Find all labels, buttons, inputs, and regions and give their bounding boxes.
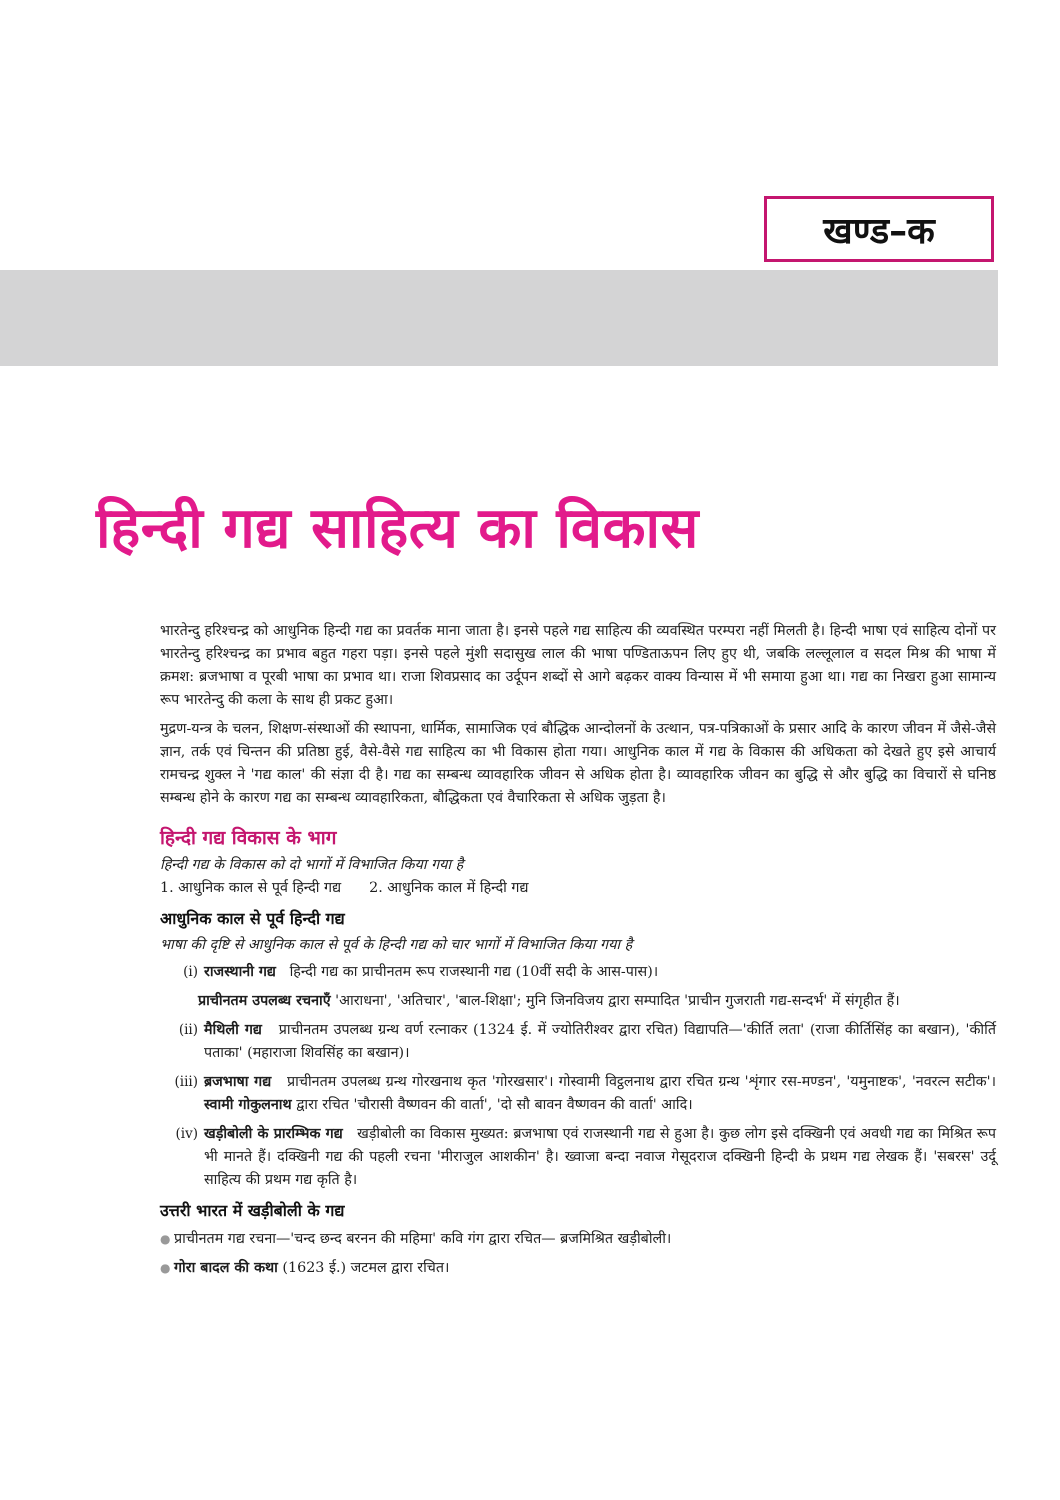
item-title: राजस्थानी गद्य xyxy=(204,964,276,980)
pre-modern-intro: भाषा की दृष्टि से आधुनिक काल से पूर्व के हिन्दी गद्य को चार भागों में विभाजित किया गया है xyxy=(160,937,633,953)
item-number: (ii) xyxy=(178,1022,198,1038)
chapter-title: हिन्दी गद्य साहित्य का विकास xyxy=(96,496,699,561)
section-label: खण्ड–क xyxy=(823,210,935,252)
parts-heading: हिन्दी गद्य विकास के भाग xyxy=(160,827,337,849)
bullet-item xyxy=(160,1257,996,1280)
intro-paragraph-1: भारतेन्दु हरिश्चन्द्र को आधुनिक हिन्दी गद्य का प्रवर्तक माना जाता है। इनसे पहले गद्य साहित्य की व्यवस्थित परम्परा नहीं मिलती है। हिन्दी भाषा एवं साहित्य दोनों पर भारतेन्दु हरिश्चन्द्र का प्रभाव बहुत गहरा पड़ा। इनसे पहले मुंशी सदासुख लाल की भाषा पण्डिताऊपन लिए हुए थी, जबकि लल्लूलाल व सदल मिश्र की भाषा में क्रमश: ब्रजभाषा व पूरबी भाषा का प्रभाव था। राजा शिवप्रसाद का उर्दूपन शब्दों से आगे बढ़कर वाक्य विन्यास में भी समाया हुआ था। गद्य का निखरा हुआ सामान्य रूप भारतेन्दु की कला के साथ ही प्रकट हुआ। xyxy=(160,623,996,708)
page-content xyxy=(160,620,996,1286)
item-title: मैथिली गद्य xyxy=(204,1022,262,1038)
item-text: प्राचीनतम उपलब्ध ग्रन्थ गोरखनाथ कृत 'गोरखसार'। गोस्वामी विट्ठलनाथ द्वारा रचित ग्रन्थ 'शृंगार रस-मण्डन', 'यमुनाष्टक', 'नवरत्न सटीक'। xyxy=(287,1074,996,1090)
list-item xyxy=(160,961,996,984)
item-number: (iv) xyxy=(175,1126,198,1142)
item-text: हिन्दी गद्य का प्राचीनतम रूप राजस्थानी गद्य (10वीं सदी के आस-पास)। xyxy=(289,964,659,980)
bullet-text: (1623 ई.) जटमल द्वारा रचित। xyxy=(277,1260,450,1276)
header-band xyxy=(0,270,998,366)
khadiboli-heading: उत्तरी भारत में खड़ीबोली के गद्य xyxy=(160,1201,345,1220)
bullet-icon: ● xyxy=(160,1261,171,1275)
item-text: खड़ीबोली का विकास मुख्यत: ब्रजभाषा एवं राजस्थानी गद्य से हुआ है। कुछ लोग इसे दक्खिनी एवं अवधी गद्य का मिश्रित रूप भी मानते हैं। दक्खिनी गद्य की पहली रचना 'मीराजुल आशकीन' है। ख्वाजा बन्दा नवाज गेसूदराज दक्खिनी हिन्दी के प्रथम गद्य लेखक हैं। 'सबरस' उर्दू साहित्य की प्रथम गद्य कृति है। xyxy=(204,1126,997,1188)
item-number: (iii) xyxy=(174,1074,198,1090)
item-text-continued: द्वारा रचित 'चौरासी वैष्णवन की वार्ता', 'दो सौ बावन वैष्णवन की वार्ता' आदि। xyxy=(296,1097,693,1113)
item-sub-title: प्राचीनतम उपलब्ध रचनाएँ xyxy=(198,993,331,1009)
bullet-text: प्राचीनतम गद्य रचना—'चन्द छन्द बरनन की महिमा' कवि गंग द्वारा रचित— ब्रजमिश्रित खड़ीबोली। xyxy=(174,1231,672,1247)
pre-modern-heading: आधुनिक काल से पूर्व हिन्दी गद्य xyxy=(160,909,345,928)
parts-intro: हिन्दी गद्य के विकास को दो भागों में विभाजित किया गया है xyxy=(160,857,464,873)
part-2: 2. आधुनिक काल में हिन्दी गद्य xyxy=(369,880,529,896)
item-sub-paragraph xyxy=(198,990,996,1013)
list-item xyxy=(160,1123,996,1192)
bullet-bold: गोरा बादल की कथा xyxy=(174,1260,278,1276)
bullet-icon: ● xyxy=(160,1232,171,1246)
item-bold-name: स्वामी गोकुलनाथ xyxy=(204,1097,292,1113)
section-label-box xyxy=(764,196,994,262)
intro-paragraph-2: मुद्रण-यन्त्र के चलन, शिक्षण-संस्थाओं की स्थापना, धार्मिक, सामाजिक एवं बौद्धिक आन्दोलनों के उत्थान, पत्र-पत्रिकाओं के प्रसार आदि के कारण जीवन में जैसे-जैसे ज्ञान, तर्क एवं चिन्तन की प्रतिष्ठा हुई, वैसे-वैसे गद्य साहित्य का भी विकास होता गया। आधुनिक काल में गद्य के विकास की अधिकता को देखते हुए इसे आचार्य रामचन्द्र शुक्ल ने 'गद्य काल' की संज्ञा दी है। गद्य का सम्बन्ध व्यावहारिक जीवन से अधिक होता है। व्यावहारिक जीवन का बुद्धि से और बुद्धि का विचारों से घनिष्ठ सम्बन्ध होने के कारण गद्य का सम्बन्ध व्यावहारिकता, बौद्धिकता एवं वैचारिकता से अधिक जुड़ता है। xyxy=(160,721,996,806)
item-number: (i) xyxy=(183,964,198,980)
item-title: खड़ीबोली के प्रारम्भिक गद्य xyxy=(204,1126,343,1142)
item-text: प्राचीनतम उपलब्ध ग्रन्थ वर्ण रत्नाकर (1324 ई. में ज्योतिरीश्वर द्वारा रचित) विद्यापति—'कीर्ति लता' (राजा कीर्तिसिंह का बखान), 'कीर्ति पताका' (महाराजा शिवसिंह का बखान)। xyxy=(204,1022,996,1061)
item-title: ब्रजभाषा गद्य xyxy=(204,1074,272,1090)
item-sub-text: 'आराधना', 'अतिचार', 'बाल-शिक्षा'; मुनि जिनविजय द्वारा सम्पादित 'प्राचीन गुजराती गद्य-सन्दर्भ' में संगृहीत हैं। xyxy=(335,993,900,1009)
list-item xyxy=(160,1019,996,1065)
bullet-item xyxy=(160,1228,996,1251)
part-1: 1. आधुनिक काल से पूर्व हिन्दी गद्य xyxy=(160,880,342,896)
parts-list xyxy=(160,877,996,900)
list-item xyxy=(160,1071,996,1117)
